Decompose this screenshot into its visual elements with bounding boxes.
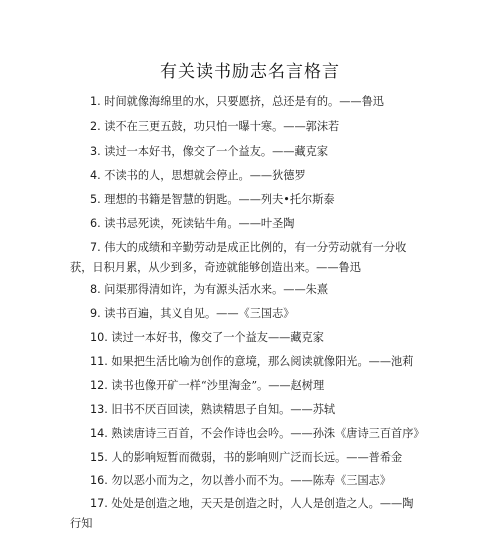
- quote-number: 15.: [90, 451, 108, 464]
- quote-text: 如果把生活比喻为创作的意境，那么阅读就像阳光。——池莉: [111, 355, 414, 368]
- quote-line: [70, 494, 426, 514]
- quote-item: [70, 280, 426, 300]
- quote-line: [70, 166, 426, 186]
- quote-item: [70, 471, 426, 491]
- quote-item: [70, 424, 426, 444]
- quote-number: 7.: [90, 241, 101, 254]
- quote-number: 4.: [90, 169, 101, 182]
- quote-item: [70, 400, 426, 420]
- quote-text: 旧书不厌百回读，熟读精思子自知。——苏轼: [111, 403, 336, 416]
- page-title: 有关读书励志名言格言: [160, 62, 340, 82]
- quote-line: [70, 471, 426, 491]
- quote-number: 16.: [90, 474, 108, 487]
- quote-number: 2.: [90, 120, 101, 133]
- quote-line: [70, 304, 426, 324]
- quote-number: 10.: [90, 331, 108, 344]
- quote-item: [70, 304, 426, 324]
- quote-line: [70, 92, 426, 112]
- quote-number: 6.: [90, 217, 101, 230]
- quote-text: 问渠那得清如许，为有源头活水来。——朱熹: [104, 283, 329, 296]
- quote-line: [70, 376, 426, 396]
- quote-text: 读书也像开矿一样“沙里淘金”。——赵树理: [111, 379, 325, 392]
- quote-line: [70, 352, 426, 372]
- quote-item: [70, 494, 426, 534]
- quote-text: 伟大的成绩和辛勤劳动是成正比例的，有一分劳动就有一分收: [104, 241, 407, 254]
- quote-number: 14.: [90, 427, 108, 440]
- quote-item: [70, 92, 426, 112]
- quote-item: [70, 448, 426, 468]
- quote-number: 5.: [90, 193, 101, 206]
- quote-line: [70, 142, 426, 162]
- quote-line: [70, 448, 426, 468]
- quote-text: 读书百遍，其义自见。——《三国志》: [104, 307, 295, 320]
- quote-item: [70, 190, 426, 210]
- quote-text: 处处是创造之地，天天是创造之时，人人是创造之人。——陶: [111, 497, 414, 510]
- quote-text: 不读书的人，思想就会停止。——狄德罗: [104, 169, 306, 182]
- quote-line: [70, 328, 426, 348]
- quote-line: [70, 238, 426, 258]
- quote-number: 8.: [90, 283, 101, 296]
- quote-text: 勿以恶小而为之，勿以善小而不为。——陈寿《三国志》: [111, 474, 392, 487]
- quote-line-continued: 行知: [70, 517, 93, 530]
- quote-line: [70, 190, 426, 210]
- quote-number: 3.: [90, 145, 101, 158]
- quote-number: 13.: [90, 403, 108, 416]
- quote-item: [70, 376, 426, 396]
- quote-item: [70, 117, 426, 137]
- quote-line: [70, 400, 426, 420]
- quote-number: 11.: [90, 355, 108, 368]
- quote-line: [70, 214, 426, 234]
- quote-text: 熟读唐诗三百首，不会作诗也会吟。——孙洙《唐诗三百首序》: [111, 427, 425, 440]
- quote-number: 9.: [90, 307, 101, 320]
- quote-line: [70, 280, 426, 300]
- quote-item: [70, 352, 426, 372]
- quote-text: 读过一本好书，像交了一个益友——藏克家: [111, 331, 324, 344]
- quote-item: [70, 238, 426, 278]
- quote-number: 1.: [90, 95, 101, 108]
- quote-text: 读不在三更五鼓，功只怕一曝十寒。——郭沫若: [104, 120, 340, 133]
- quote-text: 读书忌死读，死读钻牛角。——叶圣陶: [104, 217, 295, 230]
- quote-text: 人的影响短暂而微弱，书的影响则广泛而长远。——普希金: [111, 451, 403, 464]
- quote-line: [70, 424, 426, 444]
- quote-number: 17.: [90, 497, 108, 510]
- quote-line: [70, 117, 426, 137]
- quote-item: [70, 142, 426, 162]
- quote-item: [70, 214, 426, 234]
- quote-text: 理想的书籍是智慧的钥匙。——列夫•托尔斯泰: [104, 193, 335, 206]
- quote-item: [70, 166, 426, 186]
- quote-item: [70, 328, 426, 348]
- quote-text: 读过一本好书，像交了一个益友。——藏克家: [104, 145, 329, 158]
- quote-number: 12.: [90, 379, 108, 392]
- quote-text: 时间就像海绵里的水，只要愿挤，总还是有的。——鲁迅: [104, 95, 384, 108]
- quote-line-continued: 获，日积月累，从少到多，奇迹就能够创造出来。——鲁迅: [70, 261, 361, 274]
